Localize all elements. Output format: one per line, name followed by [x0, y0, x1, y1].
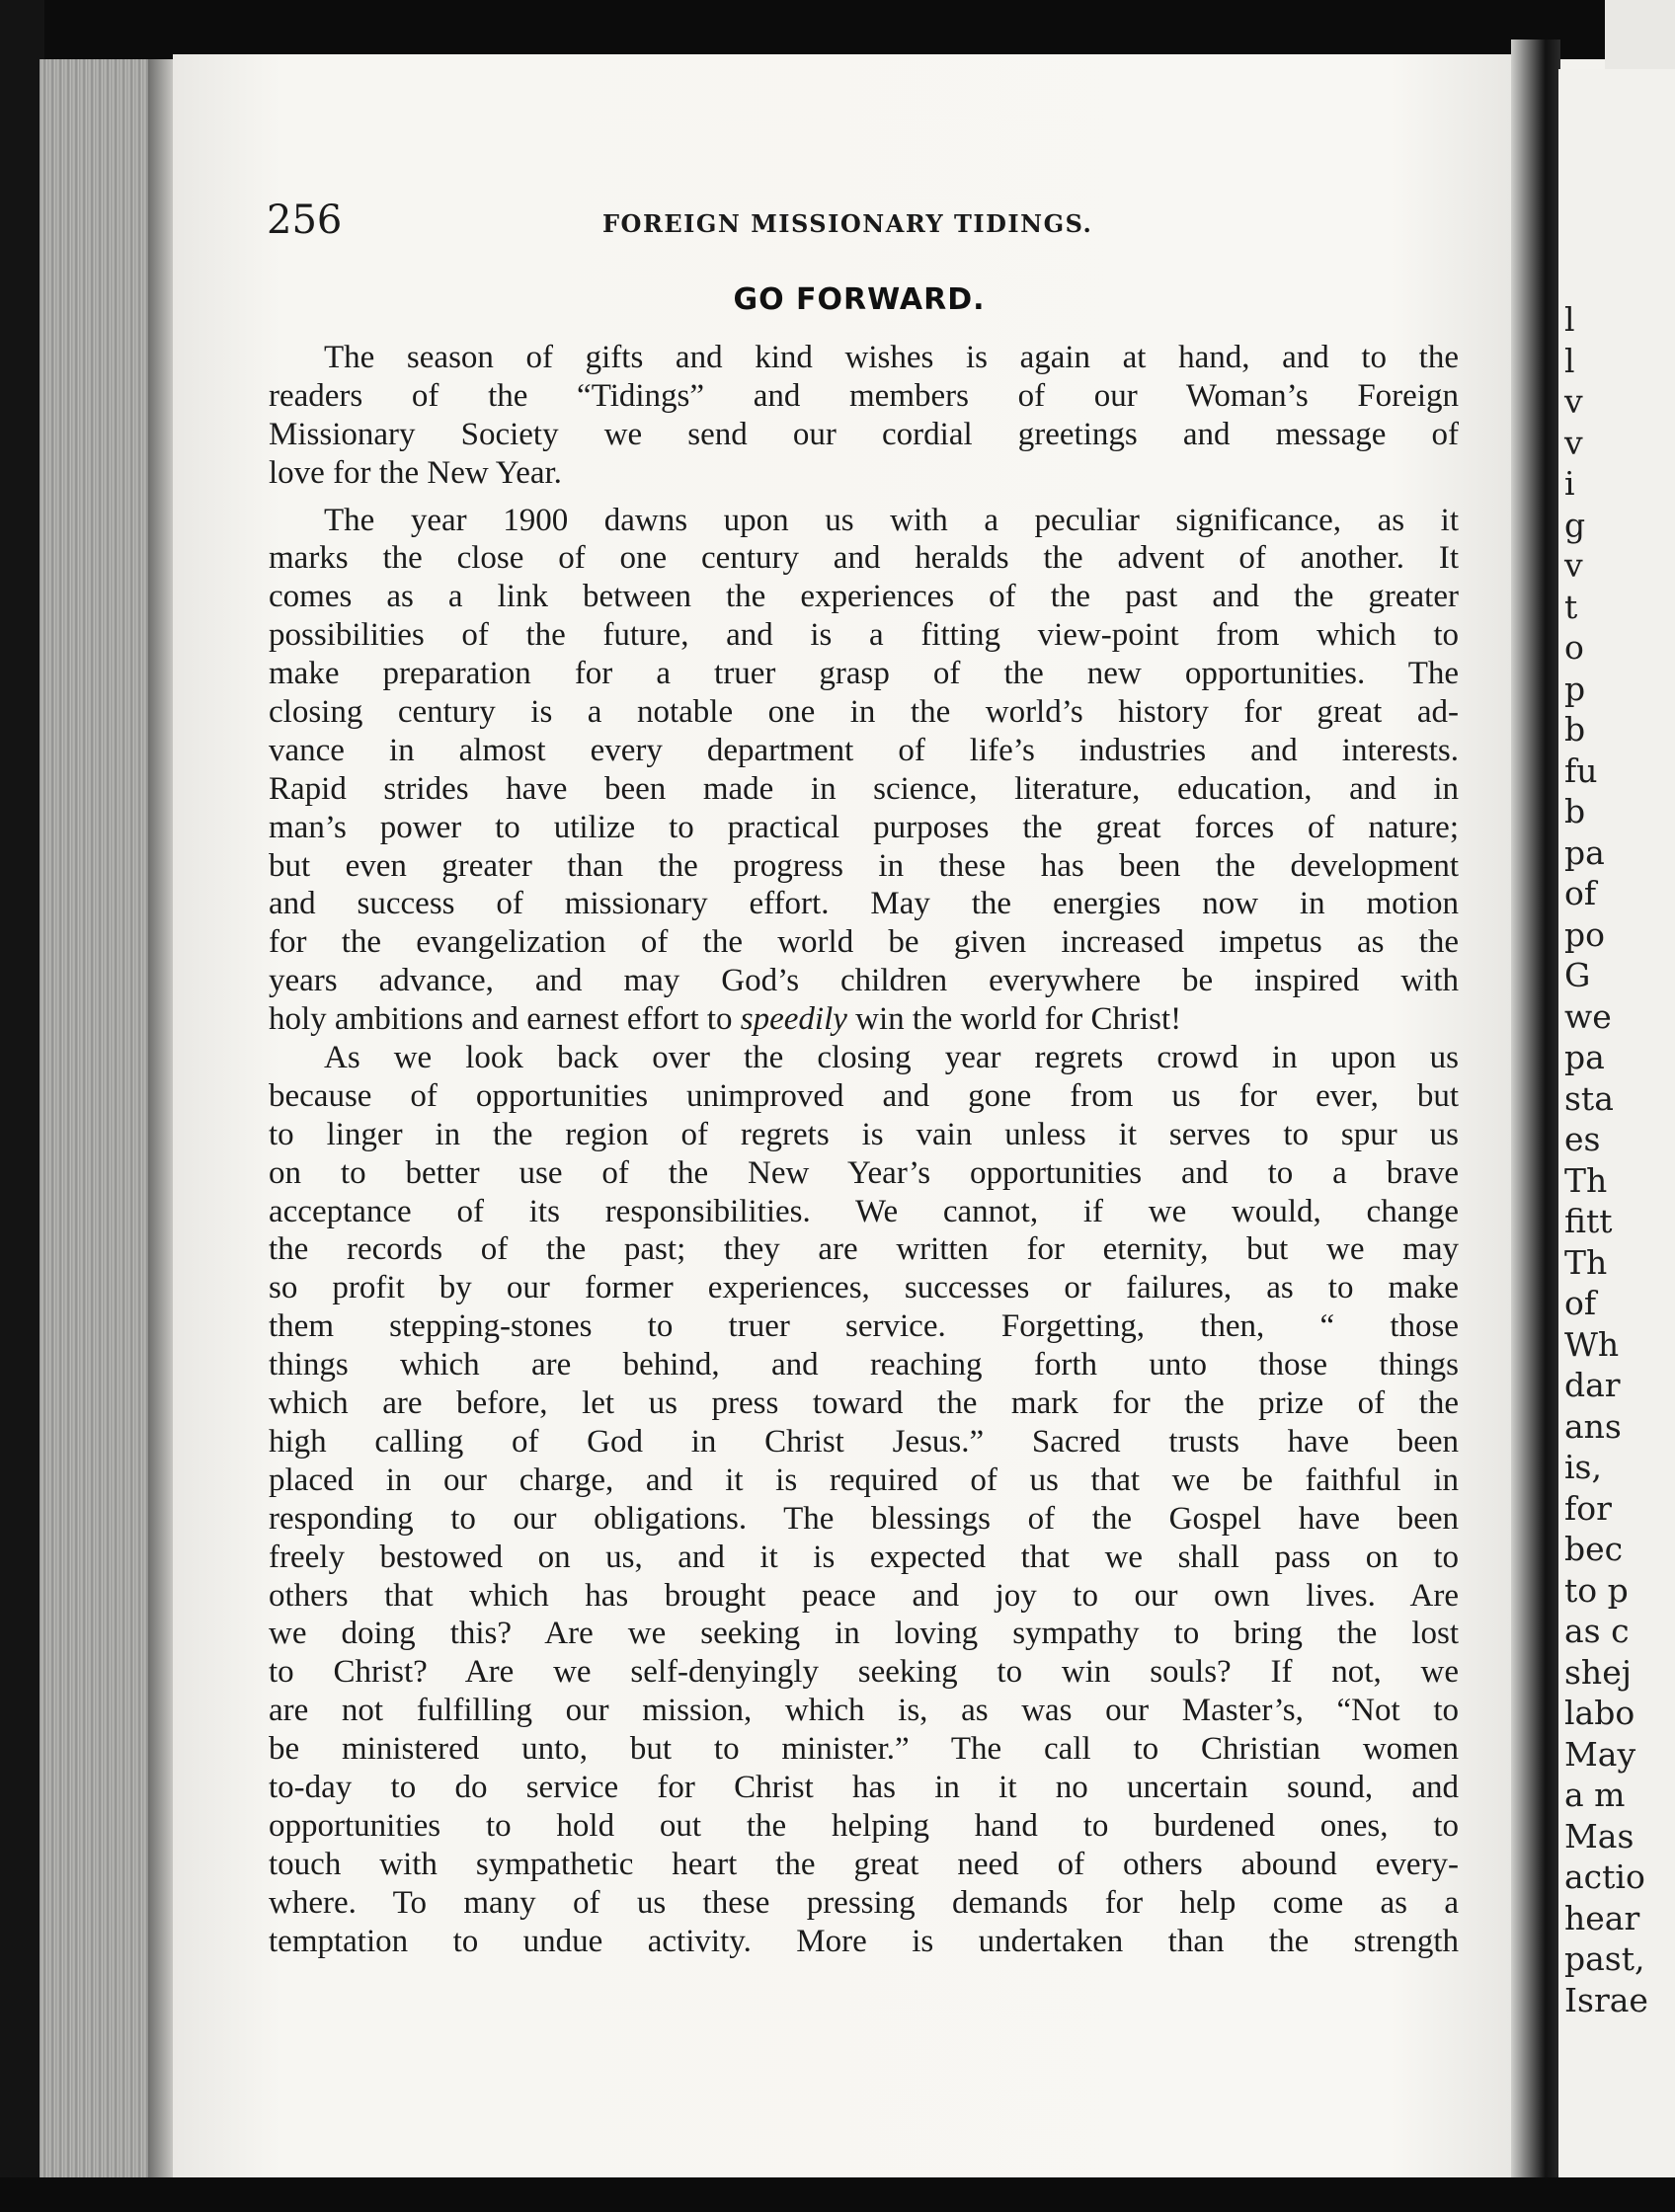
right-page-fragment: po	[1564, 914, 1605, 954]
right-page-text-fragments	[1564, 299, 1675, 2020]
emphasized-word: speedily	[740, 1001, 847, 1038]
right-page-fragment: l	[1564, 300, 1575, 339]
page-number: 256	[267, 198, 343, 243]
right-page-fragment: a m	[1564, 1776, 1626, 1814]
text-line: comes as a link between the experiences of the past and the greater	[269, 579, 1459, 615]
running-head: FOREIGN MISSIONARY TIDINGS.	[602, 209, 1093, 238]
right-page-fragment: as c	[1564, 1612, 1630, 1650]
right-page-fragment: dar	[1564, 1366, 1621, 1404]
right-page-fragment: past,	[1564, 1939, 1645, 1978]
text-line: be ministered unto, but to minister.” The call to Christian women	[269, 1731, 1459, 1768]
right-page-fragment: i	[1564, 464, 1575, 503]
text-line: which are before, let us press toward the mark for the prize of the	[269, 1385, 1459, 1422]
right-page-fragment: to p	[1564, 1570, 1629, 1610]
right-page-fragment: p	[1564, 669, 1586, 708]
right-page-sliver	[1558, 69, 1675, 2177]
right-page-fragment: hear	[1564, 1898, 1640, 1937]
right-page-fragment: v	[1564, 546, 1583, 585]
right-page-fragment: Th	[1564, 1160, 1608, 1200]
right-page-fragment: bec	[1564, 1530, 1624, 1568]
right-page-fragment: is,	[1564, 1448, 1602, 1486]
right-page-fragment: May	[1564, 1734, 1636, 1774]
right-page-fragment: Israe	[1564, 1980, 1648, 2019]
text-line: closing century is a notable one in the world’s history for great ad-	[269, 694, 1459, 731]
text-line: but even greater than the progress in these has been the development	[269, 847, 1459, 884]
right-page-fragment: Th	[1564, 1242, 1608, 1282]
right-page-fragment: of	[1564, 874, 1597, 912]
text-line: vance in almost every department of life’s industries and interests.	[269, 732, 1459, 768]
text-line: readers of the “Tidings” and members of our Woman’s Foreign	[269, 377, 1459, 414]
right-page-top-corner	[1605, 0, 1675, 79]
right-page-fragment: Mas	[1564, 1816, 1635, 1856]
text-line: years advance, and may God’s children everywhere be inspired with	[269, 963, 1459, 999]
text-line: because of opportunities unimproved and gone from us for ever, but	[269, 1077, 1459, 1114]
text-line-with-emphasis	[269, 1000, 1459, 1039]
right-page-fragment: pa	[1564, 832, 1605, 872]
right-page-fragment: o	[1564, 628, 1584, 667]
right-page-fragment: b	[1564, 710, 1586, 749]
scanner-border-bottom	[0, 2177, 1675, 2212]
right-page-fragment: shej	[1564, 1652, 1632, 1692]
scanner-border-left	[0, 0, 44, 2212]
text-line: to-day to do service for Christ has in it no uncertain sound, and	[269, 1769, 1459, 1805]
text-line: so profit by our former experiences, successes or failures, as to make	[269, 1270, 1459, 1306]
text-line: we doing this? Are we seeking in loving sympathy to bring the lost	[269, 1616, 1459, 1652]
text-segment: holy ambitions and earnest effort to	[269, 1001, 733, 1038]
right-page-fragment: l	[1564, 341, 1575, 380]
text-line: make preparation for a truer grasp of the new opportunities. The	[269, 656, 1459, 692]
book-page-edges	[40, 59, 158, 2182]
text-line: freely bestowed on us, and it is expected that we shall pass on to	[269, 1539, 1459, 1575]
text-line: to linger in the region of regrets is vain unless it serves to spur us	[269, 1116, 1459, 1152]
text-line: them stepping-stones to truer service. Forgetting, then, “ those	[269, 1308, 1459, 1345]
text-line: for the evangelization of the world be given increased impetus as the	[269, 924, 1459, 961]
article-title: GO FORWARD.	[733, 282, 986, 317]
right-page-fragment: of	[1564, 1284, 1597, 1322]
right-page-fragment: t	[1564, 587, 1578, 626]
text-line: marks the close of one century and heralds the advent of another. It	[269, 540, 1459, 577]
text-line: touch with sympathetic heart the great need of others abound every-	[269, 1846, 1459, 1882]
right-page-fragment: es	[1564, 1120, 1601, 1158]
right-page-fragment: v	[1564, 423, 1583, 462]
text-line: on to better use of the New Year’s opportunities and to a brave	[269, 1154, 1459, 1191]
right-page-fragment: G	[1564, 956, 1591, 994]
text-line: acceptance of its responsibilities. We cannot, if we would, change	[269, 1193, 1459, 1229]
text-line: things which are behind, and reaching forth unto those things	[269, 1347, 1459, 1383]
right-page-fragment: we	[1564, 996, 1612, 1036]
text-line: temptation to undue activity. More is undertaken than the strength	[269, 1923, 1459, 1959]
text-line: placed in our charge, and it is required of us that we be faithful in	[269, 1462, 1459, 1498]
text-line: where. To many of us these pressing demands for help come as a	[269, 1884, 1459, 1921]
text-line: The year 1900 dawns upon us with a peculiar significance, as it	[324, 502, 1459, 538]
right-page-fragment: actio	[1564, 1857, 1645, 1896]
text-line: The season of gifts and kind wishes is again at hand, and to the	[324, 340, 1459, 375]
text-line: man’s power to utilize to practical purposes the great forces of nature;	[269, 809, 1459, 845]
text-line: possibilities of the future, and is a fitting view-point from which to	[269, 617, 1459, 654]
text-line: As we look back over the closing year regrets crowd in upon us	[324, 1040, 1459, 1076]
right-page-fragment: for	[1564, 1488, 1612, 1528]
text-line: Missionary Society we send our cordial greetings and message of	[269, 416, 1459, 452]
text-line: Rapid strides have been made in science, literature, education, and in	[269, 770, 1459, 807]
right-page-fragment: fu	[1564, 750, 1598, 790]
right-page-fragment: v	[1564, 382, 1583, 421]
right-page-fragment: g	[1564, 505, 1586, 544]
right-page-fragment: labo	[1564, 1694, 1635, 1732]
article-body	[269, 339, 1459, 1960]
text-line: and success of missionary effort. May the energies now in motion	[269, 886, 1459, 922]
text-segment: win the world for Christ!	[855, 1001, 1182, 1038]
text-line: to Christ? Are we self-denyingly seeking to win souls? If not, we	[269, 1654, 1459, 1691]
right-page-fragment: Wh	[1564, 1324, 1620, 1364]
right-page-fragment: pa	[1564, 1038, 1605, 1076]
right-page-fragment: sta	[1564, 1078, 1614, 1118]
text-line: opportunities to hold out the helping hand to burdened ones, to	[269, 1807, 1459, 1844]
text-line: are not fulfilling our mission, which is, as was our Master’s, “Not to	[269, 1693, 1459, 1729]
book-gutter	[1511, 40, 1560, 2192]
right-page-fragment: fitt	[1564, 1202, 1613, 1240]
right-page-fragment: ans	[1564, 1406, 1622, 1446]
text-line: the records of the past; they are written for eternity, but we may	[269, 1231, 1459, 1268]
scanner-border-top	[0, 0, 1675, 59]
text-line: others that which has brought peace and joy to our own lives. Are	[269, 1577, 1459, 1614]
text-line: responding to our obligations. The blessings of the Gospel have been	[269, 1500, 1459, 1537]
text-line: love for the New Year.	[269, 454, 562, 491]
text-line: high calling of God in Christ Jesus.” Sacred trusts have been	[269, 1423, 1459, 1460]
right-page-fragment: b	[1564, 792, 1586, 830]
